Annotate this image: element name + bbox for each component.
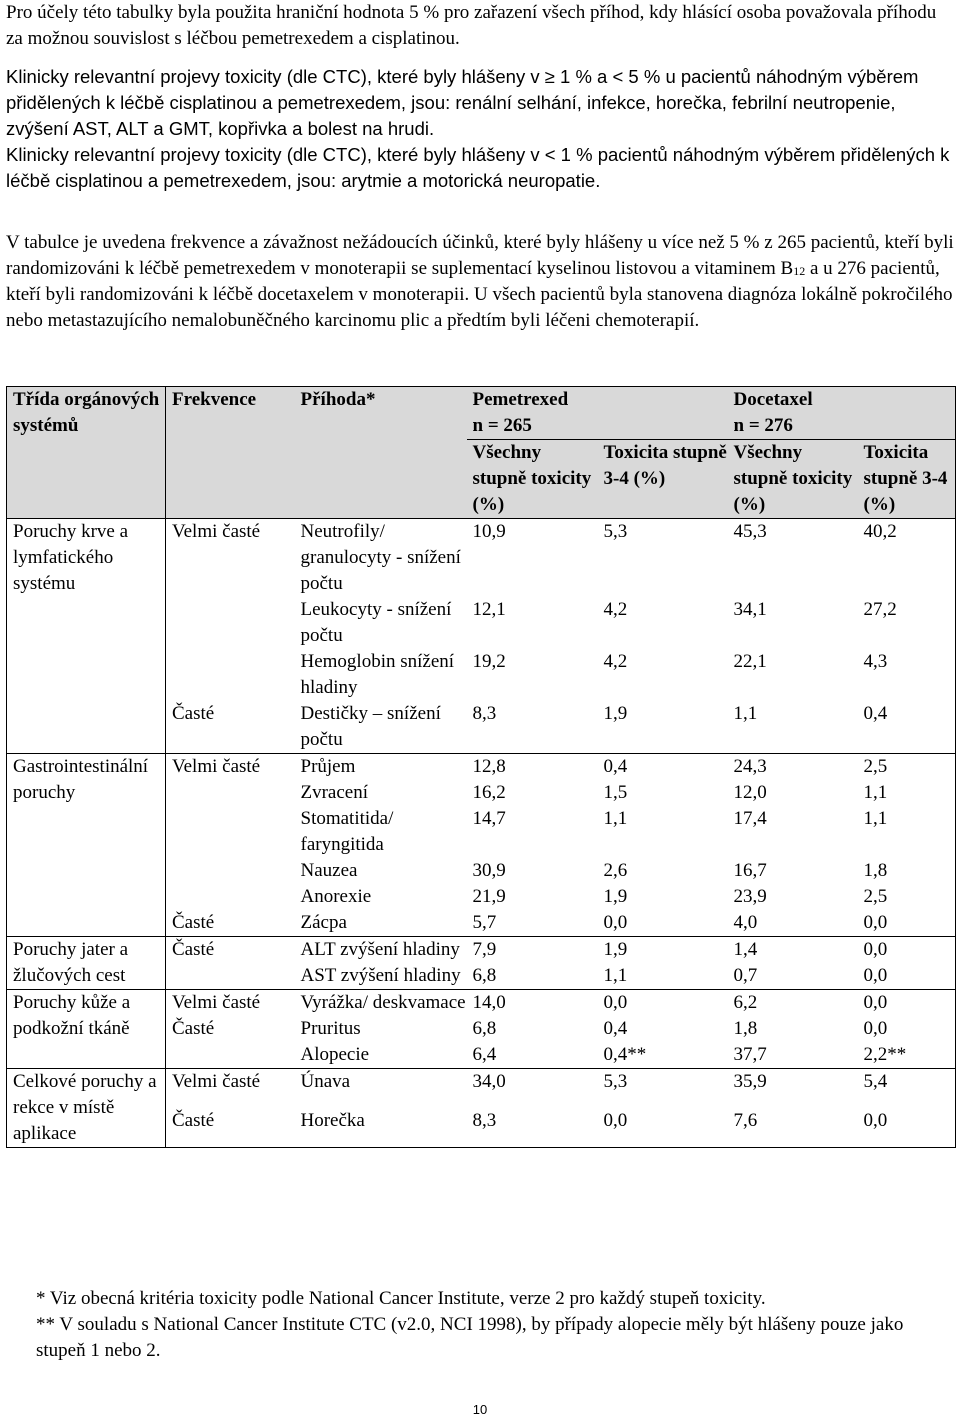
frequency-cell: Časté — [166, 937, 295, 964]
organ-class-cell: Gastrointestinální poruchy — [7, 754, 166, 937]
pem-all-grades-cell: 19,2 — [472, 651, 506, 672]
pem-grade34-cell: 5,3 — [598, 1069, 728, 1109]
doc-grade34-cell: 0,0 — [863, 912, 888, 933]
event-cell: AST zvýšení hladiny — [300, 965, 461, 986]
event-cell: ALT zvýšení hladiny — [295, 937, 467, 964]
organ-class-cell: Celkové poruchy a rekce v místě aplikace — [7, 1069, 166, 1148]
doc-grade34-cell: 4,3 — [863, 651, 888, 672]
table-row — [7, 519, 956, 598]
doc-all-grades-cell: 1,1 — [733, 703, 758, 724]
header-doc-all-grades: Všechny stupně toxicity (%) — [728, 440, 858, 519]
pem-grade34-cell: 0,4** — [603, 1044, 647, 1065]
header-docetaxel: Docetaxel n = 276 — [728, 387, 956, 440]
page-number: 10 — [472, 1402, 488, 1417]
event-cell: Průjem — [295, 754, 467, 781]
pem-all-grades-cell: 12,1 — [472, 599, 506, 620]
doc-grade34-cell: 0,4 — [863, 703, 888, 724]
doc-grade34-cell: 2,2** — [863, 1044, 907, 1065]
doc-all-grades-cell: 7,6 — [733, 1110, 758, 1131]
doc-all-grades-cell: 35,9 — [728, 1069, 858, 1109]
frequency-cell — [166, 963, 295, 990]
pem-all-grades-cell: 8,3 — [472, 1110, 497, 1131]
frequency-cell — [166, 597, 295, 649]
event-cell: Zácpa — [300, 912, 347, 933]
pem-all-grades-cell: 12,8 — [467, 754, 598, 781]
pem-grade34-cell: 1,1 — [603, 965, 628, 986]
frequency-cell: Velmi časté — [166, 1069, 295, 1109]
doc-grade34-cell: 27,2 — [863, 599, 897, 620]
pem-grade34-cell: 1,9 — [603, 886, 628, 907]
organ-class-cell: Poruchy kůže a podkožní tkáně — [7, 990, 166, 1069]
frequency-cell: Časté — [172, 1018, 215, 1039]
table-row — [7, 754, 956, 781]
doc-all-grades-cell: 0,7 — [733, 965, 758, 986]
pem-grade34-cell: 0,4 — [598, 754, 728, 781]
header-organ-class: Třída orgánových systémů — [7, 387, 166, 519]
frequency-cell: Velmi časté — [166, 519, 295, 598]
frequency-cell: Velmi časté — [166, 990, 295, 1017]
doc-all-grades-cell: 24,3 — [728, 754, 858, 781]
event-cell: Vyrážka/ deskvamace — [295, 990, 467, 1017]
event-cell: Alopecie — [300, 1044, 370, 1065]
doc-grade34-cell: 5,4 — [858, 1069, 956, 1109]
doc-grade34-cell: 40,2 — [858, 519, 956, 598]
frequency-cell: Časté — [172, 703, 215, 724]
adverse-events-table — [6, 386, 956, 1148]
doc-grade34-cell: 1,1 — [863, 782, 888, 803]
frequency-cell — [166, 1042, 295, 1069]
pem-all-grades-cell: 6,4 — [472, 1044, 497, 1065]
doc-all-grades-cell: 17,4 — [733, 808, 767, 829]
doc-grade34-cell: 0,0 — [863, 1110, 888, 1131]
event-cell: Horečka — [300, 1110, 365, 1131]
event-cell: Únava — [295, 1069, 467, 1109]
pem-grade34-cell: 1,9 — [598, 937, 728, 964]
doc-grade34-cell: 0,0 — [863, 1018, 888, 1039]
header-frequency: Frekvence — [166, 387, 295, 519]
pem-grade34-cell: 1,9 — [603, 703, 628, 724]
event-cell: Stomatitida/ faryngitida — [300, 808, 394, 855]
doc-all-grades-cell: 37,7 — [733, 1044, 767, 1065]
header-doc-grade34: Toxicita stupně 3-4 (%) — [858, 440, 956, 519]
pem-grade34-cell: 0,4 — [603, 1018, 628, 1039]
table-row — [7, 937, 956, 964]
event-cell: Hemoglobin snížení hladiny — [300, 651, 455, 698]
pem-grade34-cell: 1,5 — [603, 782, 628, 803]
footnote-alopecia: ** V souladu s National Cancer Institute CTC (v2.0, NCI 1998), by případy alopecie měly být hlášeny pouze jako stupeň 1 nebo 2. — [36, 1314, 904, 1361]
frequency-cell — [166, 649, 295, 701]
pem-all-grades-cell: 6,8 — [472, 1018, 497, 1039]
frequency-cell — [166, 884, 295, 910]
organ-class-cell: Poruchy jater a žlučových cest — [7, 937, 166, 990]
doc-all-grades-cell: 1,8 — [733, 1018, 758, 1039]
doc-all-grades-cell: 4,0 — [733, 912, 758, 933]
event-cell: Destičky – snížení počtu — [300, 703, 441, 750]
doc-all-grades-cell: 1,4 — [728, 937, 858, 964]
doc-grade34-cell: 0,0 — [858, 990, 956, 1017]
frequency-cell — [166, 806, 295, 858]
table-intro-text-a: V tabulce je uvedena frekvence a závažnost nežádoucích účinků, které byly hlášeny u více než 5 % z 265 pacientů, kteří byli randomizováni k léčbě pemetrexedem v monoterapii se suplementací kyselinou listovou a vitaminem B — [6, 232, 954, 279]
table-intro-paragraph — [6, 230, 956, 334]
doc-all-grades-cell: 34,1 — [733, 599, 767, 620]
pem-all-grades-cell: 16,2 — [472, 782, 506, 803]
pem-grade34-cell: 4,2 — [603, 651, 628, 672]
pem-all-grades-cell: 6,8 — [472, 965, 497, 986]
table-body — [7, 519, 956, 1148]
doc-all-grades-cell: 6,2 — [728, 990, 858, 1017]
header-pemetrexed: Pemetrexed n = 265 — [467, 387, 728, 440]
doc-grade34-cell: 2,5 — [858, 754, 956, 781]
frequency-cell — [166, 780, 295, 806]
doc-all-grades-cell: 12,0 — [733, 782, 767, 803]
pem-all-grades-cell: 14,0 — [467, 990, 598, 1017]
pem-grade34-cell: 4,2 — [603, 599, 628, 620]
event-cell: Neutrofily/ granulocyty - snížení počtu — [295, 519, 467, 598]
header-pem-all-grades: Všechny stupně toxicity (%) — [467, 440, 598, 519]
footnote-ctc: * Viz obecná kritéria toxicity podle National Cancer Institute, verze 2 pro každý stupeň toxicity. — [36, 1288, 766, 1309]
pem-all-grades-cell: 10,9 — [467, 519, 598, 598]
doc-grade34-cell: 1,1 — [863, 808, 888, 829]
table-row — [7, 1069, 956, 1109]
doc-all-grades-cell: 22,1 — [733, 651, 767, 672]
pem-all-grades-cell: 14,7 — [472, 808, 506, 829]
toxicity-paragraph-below-1: Klinicky relevantní projevy toxicity (dle CTC), které byly hlášeny v < 1 % pacientů náhodným výběrem přidělených k léčbě cisplatinou a pemetrexedem, jsou: arytmie a motorická neuropatie. — [6, 144, 950, 191]
doc-all-grades-cell: 23,9 — [733, 886, 767, 907]
doc-grade34-cell: 0,0 — [858, 937, 956, 964]
pem-all-grades-cell: 5,7 — [472, 912, 497, 933]
table-row — [7, 990, 956, 1017]
toxicity-paragraph-1-5: Klinicky relevantní projevy toxicity (dle CTC), které byly hlášeny v ≥ 1 % a < 5 % u pacientů náhodným výběrem přidělených k léčbě cisplatinou a pemetrexedem, jsou: renální selhání, infekce, horečka, febrilní neutropenie, zvýšení AST, ALT a GMT, kopřivka a bolest na hrudi. — [6, 66, 919, 139]
doc-grade34-cell: 2,5 — [863, 886, 888, 907]
table-header-row — [7, 387, 956, 440]
header-pem-grade34: Toxicita stupně 3-4 (%) — [598, 440, 728, 519]
pem-grade34-cell: 0,0 — [603, 912, 628, 933]
pem-all-grades-cell: 30,9 — [472, 860, 506, 881]
vitamin-subscript: 12 — [793, 264, 806, 278]
pem-all-grades-cell: 34,0 — [467, 1069, 598, 1109]
event-cell: Pruritus — [300, 1018, 361, 1039]
pem-grade34-cell: 1,1 — [603, 808, 628, 829]
pem-all-grades-cell: 21,9 — [472, 886, 506, 907]
event-cell: Zvracení — [300, 782, 369, 803]
frequency-cell: Časté — [172, 912, 215, 933]
frequency-cell — [166, 858, 295, 884]
doc-grade34-cell: 1,8 — [863, 860, 888, 881]
event-cell: Leukocyty - snížení počtu — [300, 599, 452, 646]
organ-class-cell: Poruchy krve a lymfatického systému — [7, 519, 166, 754]
doc-grade34-cell: 0,0 — [863, 965, 888, 986]
pem-grade34-cell: 5,3 — [598, 519, 728, 598]
frequency-cell: Časté — [172, 1110, 215, 1131]
header-event: Příhoda* — [295, 387, 467, 519]
pem-grade34-cell: 2,6 — [603, 860, 628, 881]
pem-grade34-cell: 0,0 — [603, 1110, 628, 1131]
intro-paragraph: Pro účely této tabulky byla použita hraniční hodnota 5 % pro zařazení všech příhod, kdy hlásící osoba považovala příhodu za možnou souvislost s léčbou pemetrexedem a cisplatinou. — [6, 2, 937, 49]
event-cell: Nauzea — [300, 860, 358, 881]
frequency-cell: Velmi časté — [166, 754, 295, 781]
event-cell: Anorexie — [300, 886, 372, 907]
doc-all-grades-cell: 16,7 — [733, 860, 767, 881]
pem-grade34-cell: 0,0 — [598, 990, 728, 1017]
doc-all-grades-cell: 45,3 — [728, 519, 858, 598]
pem-all-grades-cell: 8,3 — [472, 703, 497, 724]
pem-all-grades-cell: 7,9 — [467, 937, 598, 964]
table-intro-text-b: a u 276 pacientů, kteří byli randomizováni k léčbě docetaxelem v monoterapii. U všech pacientů byla stanovena diagnóza lokálně pokročilého nebo metastazujícího nemalobuněčného karcinomu plic a předtím byli léčeni chemoterapií. — [6, 258, 953, 331]
